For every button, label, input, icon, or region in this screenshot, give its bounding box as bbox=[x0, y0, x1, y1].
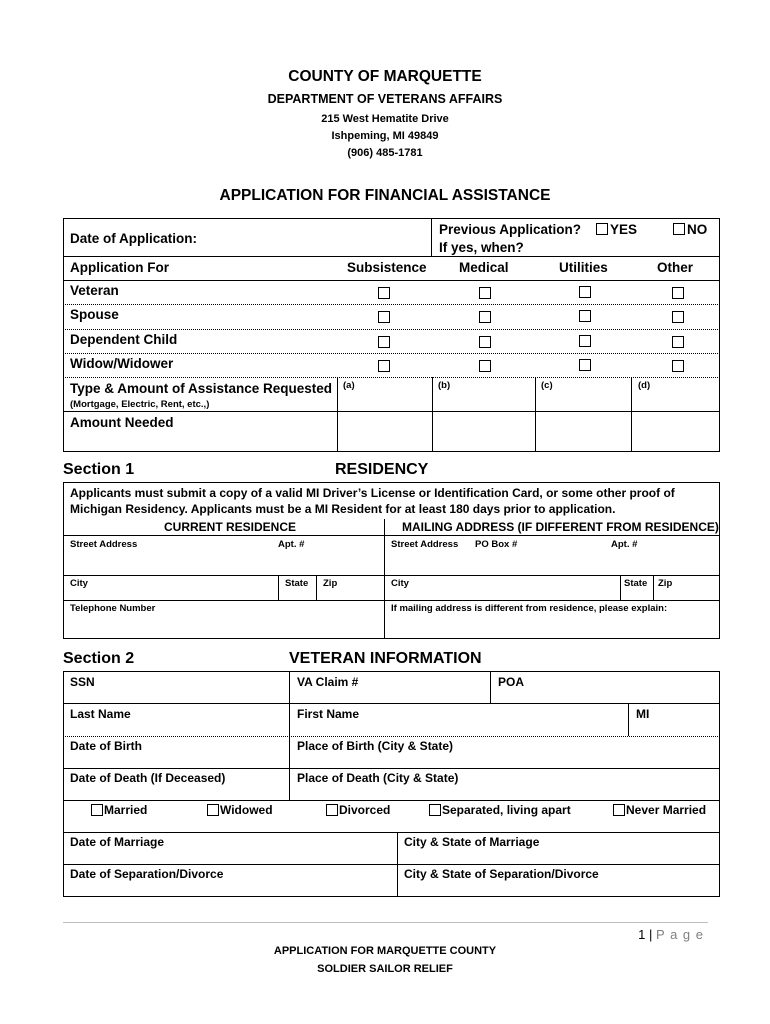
letter-d: (d) bbox=[638, 380, 651, 391]
city-state-marriage-label: City & State of Marriage bbox=[404, 835, 540, 849]
zip-label: Zip bbox=[323, 578, 338, 589]
previous-no-label: NO bbox=[687, 222, 708, 237]
county-title: COUNTY OF MARQUETTE bbox=[288, 68, 482, 85]
page-indicator bbox=[638, 927, 704, 942]
place-of-birth-label: Place of Birth (City & State) bbox=[297, 739, 454, 753]
phone-number: (906) 485-1781 bbox=[347, 147, 423, 159]
page-number: 1 bbox=[638, 927, 646, 942]
last-name-label: Last Name bbox=[70, 707, 131, 721]
married-label: Married bbox=[104, 803, 148, 817]
ssn-label: SSN bbox=[70, 675, 95, 689]
type-amount-sub: (Mortgage, Electric, Rent, etc.,) bbox=[70, 399, 210, 410]
va-claim-label: VA Claim # bbox=[297, 675, 359, 689]
po-box-label: PO Box # bbox=[475, 539, 518, 550]
previous-yes-label: YES bbox=[610, 222, 638, 237]
mailing-address-header: MAILING ADDRESS (IF DIFFERENT FROM RESIDENCE) bbox=[402, 520, 719, 534]
row-dependent-child: Dependent Child bbox=[70, 332, 178, 347]
never-married-label: Never Married bbox=[626, 803, 707, 817]
amount-needed-label: Amount Needed bbox=[70, 415, 174, 430]
spouse-medical-checkbox[interactable] bbox=[479, 311, 491, 323]
application-for-label: Application For bbox=[70, 260, 169, 275]
never-married-checkbox[interactable] bbox=[613, 804, 625, 816]
section-1-title: RESIDENCY bbox=[335, 461, 429, 478]
residency-notice-line-1: Applicants must submit a copy of a valid MI Driver’s License or Identification Card, or some other proof of bbox=[70, 486, 675, 500]
page-word: P a g e bbox=[656, 927, 704, 942]
date-of-birth-label: Date of Birth bbox=[70, 739, 142, 753]
spouse-subsistence-checkbox[interactable] bbox=[378, 311, 390, 323]
mi-label: MI bbox=[636, 707, 650, 721]
widow-other-checkbox[interactable] bbox=[672, 360, 684, 372]
veteran-utilities-checkbox[interactable] bbox=[579, 286, 591, 298]
letter-b: (b) bbox=[438, 380, 451, 391]
mailing-street-label: Street Address bbox=[391, 539, 459, 550]
widowed-checkbox[interactable] bbox=[207, 804, 219, 816]
previous-application-label: Previous Application? bbox=[439, 222, 582, 237]
apt-label: Apt. # bbox=[278, 539, 305, 550]
address-line-2: Ishpeming, MI 49849 bbox=[331, 130, 439, 142]
telephone-label: Telephone Number bbox=[70, 603, 156, 614]
residency-notice-line-2: Michigan Residency. Applicants must be a MI Resident for at least 180 days prior to application. bbox=[70, 502, 616, 516]
current-residence-header: CURRENT RESIDENCE bbox=[164, 520, 297, 534]
mailing-apt-label: Apt. # bbox=[611, 539, 638, 550]
footer-line-2: SOLDIER SAILOR RELIEF bbox=[317, 963, 453, 975]
child-other-checkbox[interactable] bbox=[672, 336, 684, 348]
first-name-label: First Name bbox=[297, 707, 360, 721]
section-2-title: VETERAN INFORMATION bbox=[289, 650, 482, 667]
previous-yes-checkbox[interactable] bbox=[596, 223, 608, 235]
date-of-marriage-label: Date of Marriage bbox=[70, 835, 165, 849]
spouse-other-checkbox[interactable] bbox=[672, 311, 684, 323]
row-veteran: Veteran bbox=[70, 283, 119, 298]
if-yes-when-label: If yes, when? bbox=[439, 240, 524, 255]
footer-line-1: APPLICATION FOR MARQUETTE COUNTY bbox=[273, 945, 497, 957]
widow-subsistence-checkbox[interactable] bbox=[378, 360, 390, 372]
letter-c: (c) bbox=[541, 380, 553, 391]
mailing-zip-label: Zip bbox=[658, 578, 673, 589]
mailing-state-label: State bbox=[624, 578, 648, 589]
section-1-label: Section 1 bbox=[63, 461, 135, 478]
veteran-subsistence-checkbox[interactable] bbox=[378, 287, 390, 299]
divorced-label: Divorced bbox=[339, 803, 391, 817]
state-label: State bbox=[285, 578, 309, 589]
mailing-explain-label: If mailing address is different from residence, please explain: bbox=[391, 603, 668, 614]
separated-label: Separated, living apart bbox=[442, 803, 571, 817]
widow-medical-checkbox[interactable] bbox=[479, 360, 491, 372]
letter-a: (a) bbox=[343, 380, 355, 391]
mailing-city-label: City bbox=[391, 578, 409, 589]
row-spouse: Spouse bbox=[70, 307, 119, 322]
date-of-separation-label: Date of Separation/Divorce bbox=[70, 867, 224, 881]
column-medical: Medical bbox=[459, 260, 509, 275]
street-address-label: Street Address bbox=[70, 539, 138, 550]
child-subsistence-checkbox[interactable] bbox=[378, 336, 390, 348]
married-checkbox[interactable] bbox=[91, 804, 103, 816]
veteran-other-checkbox[interactable] bbox=[672, 287, 684, 299]
separated-checkbox[interactable] bbox=[429, 804, 441, 816]
widowed-label: Widowed bbox=[220, 803, 273, 817]
city-state-separation-label: City & State of Separation/Divorce bbox=[404, 867, 599, 881]
city-label: City bbox=[70, 578, 88, 589]
section-2-label: Section 2 bbox=[63, 650, 135, 667]
child-medical-checkbox[interactable] bbox=[479, 336, 491, 348]
page-separator: | bbox=[649, 927, 653, 942]
form-title: APPLICATION FOR FINANCIAL ASSISTANCE bbox=[219, 187, 551, 204]
widow-utilities-checkbox[interactable] bbox=[579, 359, 591, 371]
veteran-medical-checkbox[interactable] bbox=[479, 287, 491, 299]
date-of-death-label: Date of Death (If Deceased) bbox=[70, 771, 226, 785]
footer-divider bbox=[63, 922, 708, 923]
address-line-1: 215 West Hematite Drive bbox=[321, 113, 449, 125]
divorced-checkbox[interactable] bbox=[326, 804, 338, 816]
place-of-death-label: Place of Death (City & State) bbox=[297, 771, 459, 785]
date-of-application-label: Date of Application: bbox=[70, 231, 197, 246]
type-amount-label: Type & Amount of Assistance Requested bbox=[70, 381, 333, 396]
department-name: DEPARTMENT OF VETERANS AFFAIRS bbox=[267, 92, 503, 106]
column-subsistence: Subsistence bbox=[347, 260, 427, 275]
row-widow: Widow/Widower bbox=[70, 356, 174, 371]
column-other: Other bbox=[657, 260, 694, 275]
previous-no-checkbox[interactable] bbox=[673, 223, 685, 235]
child-utilities-checkbox[interactable] bbox=[579, 335, 591, 347]
column-utilities: Utilities bbox=[559, 260, 608, 275]
spouse-utilities-checkbox[interactable] bbox=[579, 310, 591, 322]
poa-label: POA bbox=[498, 675, 525, 689]
